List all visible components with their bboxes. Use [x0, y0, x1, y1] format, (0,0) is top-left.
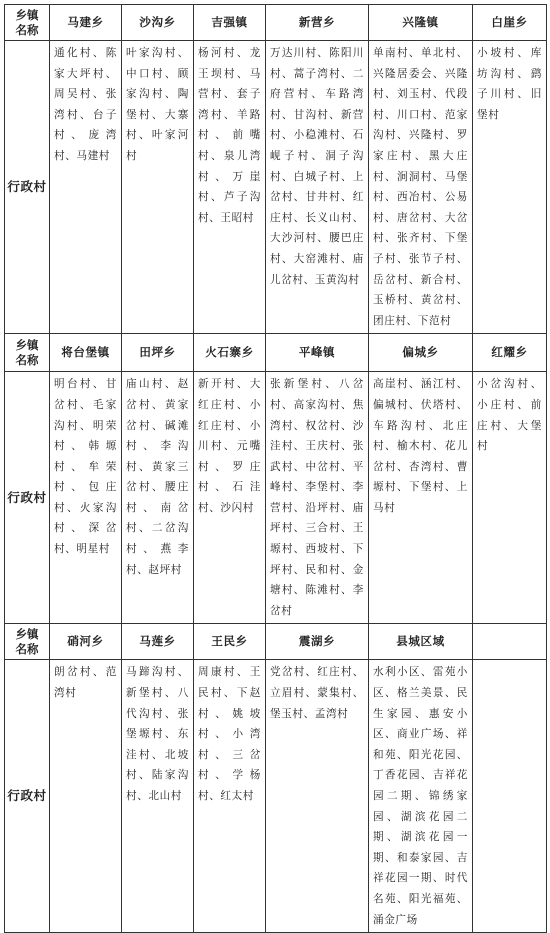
villages-row: [5, 660, 547, 933]
town-name: 王民乡: [194, 624, 266, 660]
town-name: 县城区域: [369, 624, 473, 660]
row-label-town-name: [5, 624, 50, 660]
town-name: 马莲乡: [122, 624, 194, 660]
town-name: 平峰镇: [266, 334, 369, 372]
village-list: 庙山村、赵岔村、黄家岔村、碱滩村、李沟村、黄家三岔村、腰庄村、南岔村、二岔沟村、燕李村、赵坪村: [122, 372, 194, 624]
village-list: 高崖村、涵江村、偏城村、伏塔村、车路沟村、北庄村、榆木村、花儿岔村、杏湾村、曹塬村、下堡村、上马村: [369, 372, 473, 624]
town-name: 沙沟乡: [122, 5, 194, 41]
villages-label: 行政村: [5, 660, 50, 933]
village-list: 水利小区、雷苑小区、格兰美景、民生家园、惠安小区、商业广场、祥和苑、阳光花园、丁香花园、吉祥花园二期、锦绣家园、湖滨花园二期、湖滨花园一期、和泰家园、吉祥花园一期、时代名苑、阳光福苑、涌金广场: [369, 660, 473, 933]
village-list: 叶家沟村、中口村、顾家沟村、陶堡村、大寨村、叶家河村: [122, 41, 194, 334]
row-label-bottom: 名称: [15, 641, 39, 656]
village-list: 朗岔村、范湾村: [50, 660, 122, 933]
town-name: 田坪乡: [122, 334, 194, 372]
town-name: 马建乡: [50, 5, 122, 41]
town-name: 新营乡: [266, 5, 369, 41]
village-list: 万达川村、陈阳川村、蒿子湾村、二府营村、车路湾村、甘沟村、新营村、小稳滩村、石岘子村、洞子沟村、白城子村、上岔村、甘井村、红庄村、长义山村、大沙河村、腰巴庄村、大窑滩村、庙儿岔村、玉黄沟村: [266, 41, 369, 334]
villages-label: 行政村: [5, 41, 50, 334]
town-header-row: [5, 624, 547, 660]
village-list: 单南村、单北村、兴隆居委会、兴隆村、刘玉村、代段村、川口村、范家沟村、兴隆村、罗家庄村、黑大庄村、涧洞村、马堡村、西冶村、公易村、唐岔村、大岔村、张齐村、下堡子村、张节子村、岳岔村、新合村、玉桥村、黄岔村、团庄村、下范村: [369, 41, 473, 334]
town-name: 兴隆镇: [369, 5, 473, 41]
village-list: 小岔沟村、小庄村、前庄村、大堡村: [473, 372, 547, 624]
town-name: 硝河乡: [50, 624, 122, 660]
town-name: 红耀乡: [473, 334, 547, 372]
village-list: 通化村、陈家大坪村、周吴村、张湾村、台子村、庞湾村、马建村: [50, 41, 122, 334]
village-list: 周康村、王民村、下赵村、姚坡村、小湾村、三岔村、学杨村、红太村: [194, 660, 266, 933]
empty-cell: [473, 660, 547, 933]
row-label-top: 乡镇: [15, 626, 39, 641]
admin-villages-table: [4, 4, 547, 933]
villages-label: 行政村: [5, 372, 50, 624]
empty-cell: [473, 624, 547, 660]
village-list: 张新堡村、八岔村、高家沟村、焦湾村、权岔村、沙洼村、王庆村、张武村、中岔村、平峰村、李堡村、李营村、沿坪村、庙坪村、三合村、王塬村、西坡村、下坪村、民和村、金塘村、陈滩村、李岔村: [266, 372, 369, 624]
town-name: 火石寨乡: [194, 334, 266, 372]
row-label-bottom: 名称: [15, 22, 39, 37]
town-name: 白崖乡: [473, 5, 547, 41]
town-name: 将台堡镇: [50, 334, 122, 372]
villages-row: [5, 41, 547, 334]
town-name: 震湖乡: [266, 624, 369, 660]
village-list: 杨河村、龙王坝村、马营村、套子湾村、羊路村、前嘴村、泉儿湾村、万崖村、芦子沟村、王昭村: [194, 41, 266, 334]
village-list: 小坡村、库坊沟村、鹞子川村、旧堡村: [473, 41, 547, 334]
town-name: 吉强镇: [194, 5, 266, 41]
village-list: 明台村、甘岔村、毛家沟村、明荣村、韩塬村、牟荣村、包庄村、火家沟村、深岔村、明星村: [50, 372, 122, 624]
row-label-town-name: [5, 334, 50, 372]
village-list: 马蹄沟村、新堡村、八代沟村、张堡塬村、东洼村、北坡村、陆家沟村、北山村: [122, 660, 194, 933]
row-label-top: 乡镇: [15, 337, 39, 352]
villages-row: [5, 372, 547, 624]
village-list: 党岔村、红庄村、立眉村、蒙集村、堡玉村、孟湾村: [266, 660, 369, 933]
town-header-row: [5, 334, 547, 372]
row-label-top: 乡镇: [15, 7, 39, 22]
row-label-bottom: 名称: [15, 352, 39, 367]
town-name: 偏城乡: [369, 334, 473, 372]
row-label-town-name: [5, 5, 50, 41]
village-list: 新开村、大红庄村、小红庄村、小川村、元嘴村、罗庄村、石洼村、沙闪村: [194, 372, 266, 624]
town-header-row: [5, 5, 547, 41]
